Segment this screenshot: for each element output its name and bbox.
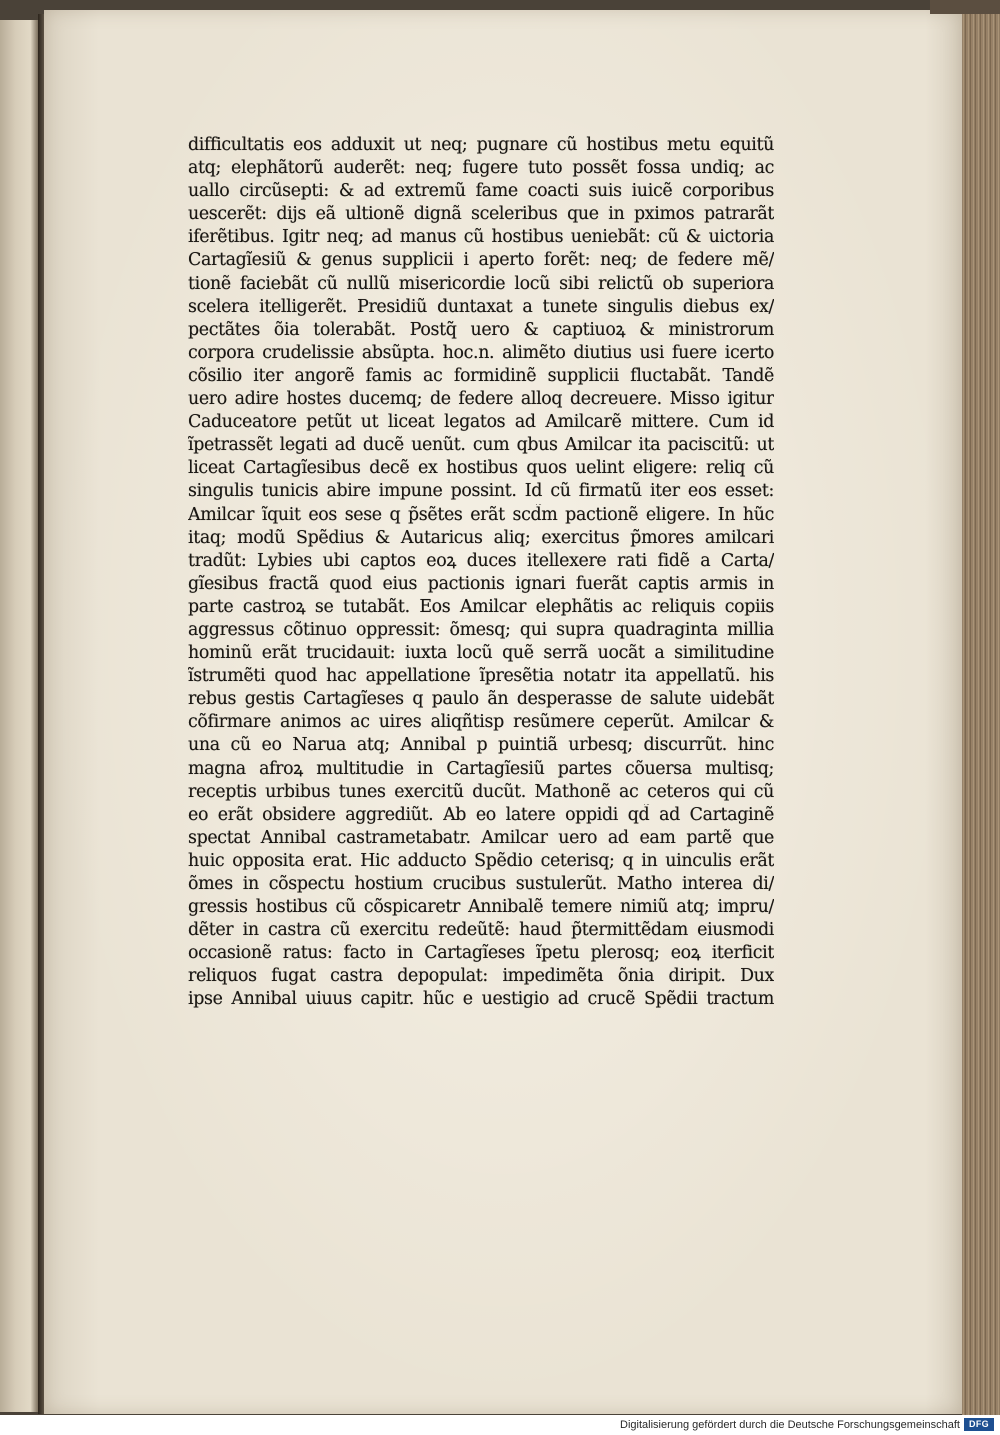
text-line: hominũ erãt trucidauit: iuxta locũ quẽ serrã uocãt a similitudine <box>188 643 774 664</box>
footer-bar <box>0 1415 1000 1435</box>
text-line: cõfirmare animos ac uires aliqñtisp resũmere ceperũt. Amilcar & <box>188 712 774 733</box>
text-line: eo erãt obsidere aggrediũt. Ab eo latere oppidi qd̃ ad Cartaginẽ <box>188 804 774 825</box>
text-line: tradũt: Lybies ubi captos eoꝝ duces itellexere rati fidẽ a Carta/ <box>188 550 774 571</box>
text-line: difficultatis eos adduxit ut neq; pugnare cũ hostibus metu equitũ <box>188 135 774 155</box>
book-cover-corner <box>930 0 1000 14</box>
text-line: reliquos fugat castra depopulat: impedimẽta õnia diripit. Dux <box>188 966 774 987</box>
text-line: magna afroꝝ multitudie in Cartagĩesiũ partes cõuersa multisq; <box>188 758 774 779</box>
text-line: õmes in cõspectu hostium crucibus sustulerũt. Matho interea di/ <box>188 874 774 894</box>
printed-text-block <box>188 134 774 1012</box>
text-line: gressis hostibus cũ cõspicaretr Annibalẽ temere nimiũ atq; impru/ <box>188 897 774 918</box>
text-line: cõsilio iter angorẽ famis ac formidinẽ supplicii fluctabãt. Tandẽ <box>188 365 774 386</box>
text-line: uero adire hostes ducemq; de federe alloq decreuere. Misso igitur <box>188 389 774 410</box>
text-line: corpora crudelissie absũpta. hoc.n. alimẽto diutius usi fuere icerto <box>188 342 774 363</box>
text-line: Cartagĩesiũ & genus supplicii i aperto forẽt: neq; de federe mẽ/ <box>188 250 774 271</box>
text-line: ĩstrumẽti quod hac appellatione ĩpresẽtia notatr ita appellatũ. his <box>188 666 774 687</box>
text-line: liceat Cartagĩesibus decẽ ex hostibus quos uelint eligere: reliq cũ <box>188 458 774 479</box>
text-line: ĩpetrassẽt legati ad ducẽ uenũt. cum qbus Amilcar ita paciscitũ: ut <box>188 435 774 456</box>
text-line: ipse Annibal uiuus capitr. hũc e uestigio ad crucẽ Spẽdii tractum <box>188 989 774 1010</box>
text-line: spectat Annibal castrametabatr. Amilcar uero ad eam partẽ que <box>188 827 774 848</box>
text-line: atq; elephãtorũ auderẽt: neq; fugere tuto possẽt fossa undiq; ac <box>188 158 774 179</box>
text-line: singulis tunicis abire impune possint. Id cũ firmatũ iter eos esset: <box>188 481 774 502</box>
text-line: occasionẽ ratus: facto in Cartagĩeses ĩpetu plerosq; eoꝝ iterficit <box>188 943 774 964</box>
text-line: uescerẽt: dijs eã ultionẽ dignã sceleribus que in pximos patrarãt <box>188 204 774 225</box>
text-line: pectãtes õia tolerabãt. Postq̃ uero & captiuoꝝ & ministrorum <box>188 319 774 340</box>
text-line: Caduceatore petũt ut liceat legatos ad Amilcarẽ mittere. Cum id <box>188 412 774 433</box>
text-line: gĩesibus fractã quod eius pactionis ignari fuerãt captis armis in <box>188 573 774 594</box>
text-line: huic opposita erat. Hic adducto Spẽdio ceterisq; q in uinculis erãt <box>188 850 774 871</box>
dfg-logo: DFG <box>964 1418 994 1431</box>
text-line: uallo circũsepti: & ad extremũ fame coacti suis iuicẽ corporibus <box>188 181 774 202</box>
text-line: Amilcar ĩquit eos sese q p̃sẽtes erãt scd̃m pactionẽ eligere. In hũc <box>188 504 774 525</box>
text-line: scelera itelligerẽt. Presidiũ duntaxat a tunete singulis diebus ex/ <box>188 296 774 317</box>
text-line: tionẽ faciebãt cũ nullũ misericordie locũ sibi relictũ ob superiora <box>188 273 774 294</box>
text-line: itaq; modũ Spẽdius & Autaricus aliq; exercitus p̃mores amilcari <box>188 527 774 548</box>
text-line: rebus gestis Cartagĩeses q paulo ãn desperasse de salute uidebãt <box>188 689 774 710</box>
text-line: iferẽtibus. Igitr neq; ad manus cũ hostibus ueniebãt: cũ & uictoria <box>188 227 774 248</box>
text-line: dẽter in castra cũ exercitu redeũtẽ: haud p̃termittẽdam eiusmodi <box>188 920 774 941</box>
text-line: receptis urbibus tunes exercitũ ducũt. Mathonẽ ac ceteros qui cũ <box>188 781 774 802</box>
text-line: aggressus cõtinuo oppressit: õmesq; qui supra quadraginta millia <box>188 619 774 640</box>
left-page-edge <box>0 20 39 1412</box>
funding-credit: Digitalisierung gefördert durch die Deutsche Forschungsgemeinschaft <box>620 1419 960 1431</box>
text-line: una cũ eo Narua atq; Annibal p puintiã urbesq; discurrũt. hinc <box>188 735 774 756</box>
fore-edge <box>962 0 1000 1415</box>
text-line: parte castroꝝ se tutabãt. Eos Amilcar elephãtis ac reliquis copiis <box>188 596 774 617</box>
